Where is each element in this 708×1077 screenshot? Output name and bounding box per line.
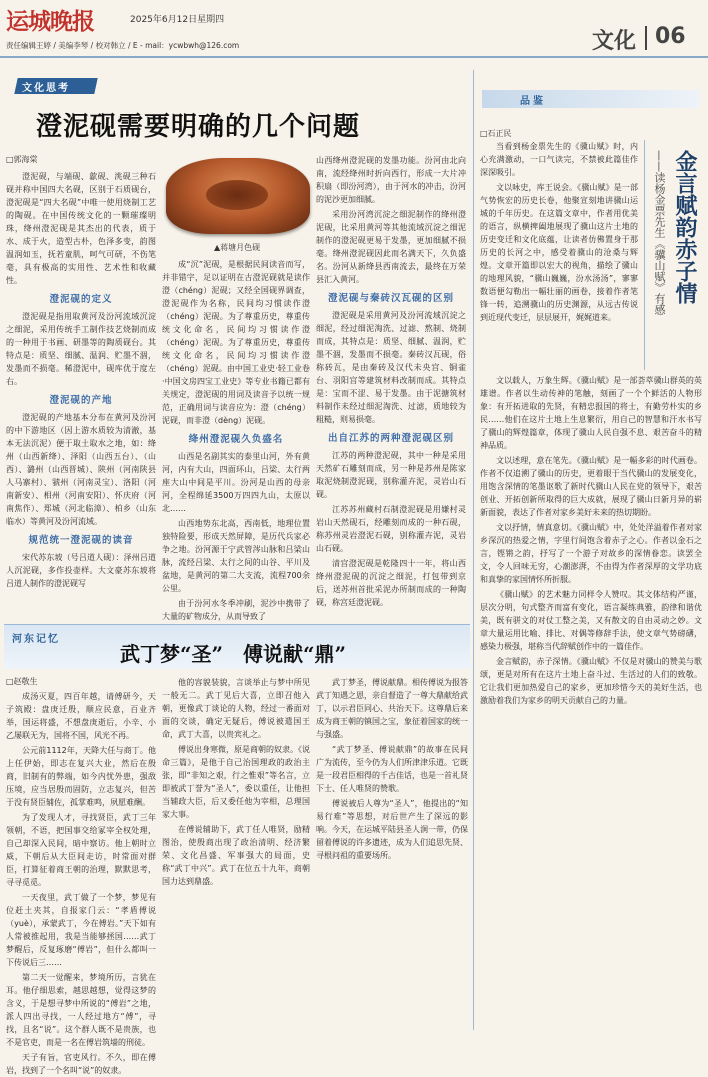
- article3-para-5: 第二天一觉醒来，梦境所历，言犹在耳。他仔细思索，越思越想，觉得这梦的含义，于是想寻梦中所说的“傅岩”之地，派人四出寻找，一人经过地方“傅”，寻找，且名“说”。这个群人既不是贵族，也不是官吏，而是一名在傅岩筑墙的刑徒。: [6, 973, 156, 1047]
- article3-author: □赵敬生: [6, 677, 38, 686]
- section-divider: [645, 26, 647, 50]
- article3-para-4: 一天夜里，武丁做了一个梦，梦见有位赶土夹其，自报家门云：“孝盾傅说（yuè），承蒙武丁，今在傅岩。”天下如有人常被推起用，我是当能够拯国……武丁梦醒后，反复琢磨“傅岩”，但什么都叫一下传说后三……: [6, 893, 156, 967]
- article3-col-2: [162, 676, 310, 1040]
- article2-subtitle: ——读杨金票先生《骥山赋》有感: [653, 150, 666, 315]
- article3-title: 武丁梦“圣” 傅说献“鼎”: [120, 642, 347, 666]
- article3-para-12: 傅说被后人尊为“圣人”，他提出的“知易行难”等思想，对后世产生了深远的影响。今天，在运城平陆县圣人涧一带，仍保留着傅说的许多遗迹，成为人们追思先贤、寻根问祖的重要场所。: [316, 799, 468, 860]
- article3-para-7: 他的容貌装貌，言谈举止与梦中所见一般无二。武丁见后大喜，立即召他入朝，更像武丁谈论的人物，经过一番面对面的交谈，确定无疑后，傅说被遣国王命，武丁大喜，以贵宾礼之。: [162, 678, 310, 739]
- heading-origin: 澄泥砚的产地: [49, 395, 113, 406]
- para-fame-cont: 山西绛州澄泥砚的发墨功能。汾河由北向南，流经绛州时折向西行，形成一大片冲积扇（即汾河湾），由于河水的冲击，汾河的泥沙更加细腻。: [316, 156, 466, 204]
- article2-para-1: 当看到杨金票先生的《骥山赋》时，内心充满激动，一口气读完，不禁被此篇佳作深深吸引。: [480, 142, 638, 177]
- heading-fame: 绛州澄泥砚久负盛名: [188, 434, 284, 445]
- article2-title-rule: [644, 140, 645, 370]
- masthead: [0, 0, 708, 60]
- article3-para-10: 武丁梦圣，傅说献鼎。相传傅说为报答武丁知遇之恩，亲自督造了一尊大鼎献给武丁，以示君臣同心、共治天下。这尊鼎后来成为商王朝的镇国之宝，象征着国家的统一与强盛。: [316, 678, 468, 739]
- article1-col-middle: [162, 258, 310, 621]
- divider-vertical-mid: [473, 70, 474, 1030]
- page-number: 06: [655, 24, 686, 49]
- para-distinct-2: 江苏苏州藏村石制澄泥砚是用嫌村灵岩山天然砚石，经雕刻而成的一种石砚，称苏州灵岩澄泥石砚，别称灌卉泥，灵岩山石砚。: [316, 505, 466, 553]
- article2-para-3: 文以载人，万象生辉。《骥山赋》是一部荟萃骥山群英的英雄谱。作者以生动传神的笔触，刻画了一个个鲜活的人物形象：有开拓进取的先贤，有精忠报国的将士，有勤劳朴实的乡民……他们在这片土地上生息繁衍，用自己的智慧和汗水书写了骥山的辉煌篇章，体现了骥山人民自强不息、艰苦奋斗的精神品质。: [480, 376, 702, 450]
- article3-para-3: 为了发现人才，寻找贤臣，武丁三年领朝，不语，把国事交给冢宰全权处理，自己却深入民间，暗中察访。他上朝时立威，下朝后从大臣间走访，时常面对群臣，打算征着商王朝的治理，默默思考，寻寻觅觅。: [6, 813, 156, 887]
- para-fame-cont-2: 采用汾河湾沉淀之细泥制作的绛州澄泥砚，比采用黄河等其他流域沉淀之细泥制作的澄泥砚更易于发墨，更加细腻不损毫。绛州澄泥砚因此而名满天下，久负盛名。汾河从新绛县西南流去，最终在万荣县汇入黄河。: [316, 210, 466, 284]
- heading-compare: 澄泥砚与秦砖汉瓦砚的区别: [327, 293, 454, 304]
- para-fame-2: 山西地势东北高，西南低，地理位置独特险要，形成天然屏障，是历代兵家必争之地。汾河源于宁武管涔山脉和吕梁山脉，流经吕梁、太行之间的山谷、平川及盆地，是黄河的第二大支流，流程700余公里。: [162, 519, 310, 593]
- article2-para-7: 金言赋韵，赤子深情。《骥山赋》不仅是对骥山的赞美与歌颂，更是对所有在这片土地上奋斗过、生活过的人们的致敬。它让我们更加热爱自己的家乡，更加珍惜今天的美好生活，也激励着我们为家乡的明天贡献自己的力量。: [480, 657, 702, 705]
- article3-col-3: [316, 676, 468, 1040]
- article3-para-9: 在傅说辅助下，武丁任人唯贤，励精图治，使殷商出现了政治清明、经济繁荣、文化昌盛、军事强大的局面，史称“武丁中兴”。武丁在位五十九年，商朝国力达到鼎盛。: [162, 825, 310, 886]
- heading-definition: 澄泥砚的定义: [49, 294, 113, 305]
- heading-pronunciation: 规范统一澄泥砚的读音: [28, 535, 134, 546]
- para-origin: 澄泥砚的产地基本分布在黄河及汾河的中下游地区（因上游水质较为清澈，基本无法沉泥）便于取土取水之地，如：绛州（山西新绛）、泽阳（山西五台）、（山西）、潞州（山西晋城）、陕州（河南陕县人马寨村）、虢州（河南灵宝）、洛阳（河南新安）、相州（河南安阳）、怀庆府（河南焦作）、郑城（河北临漳）、柏乡（山东临水）等黄河及汾河流域。: [6, 413, 156, 526]
- article3-para-6: 天子有旨，官吏风行。不久，即在傅岩，找到了一个名叫“说”的奴隶。: [6, 1053, 156, 1075]
- article3-col-1: [6, 690, 156, 1075]
- article3-para-2: 公元前1112年，天降大任与商丁。他上任伊始，即志在复兴大业，然后在殷商，旧制有的弊端，如今内忧外患，强敌压境，应当居殷而固防，立志复兴，但苦于没有贤臣辅佐，孤掌难鸣，夙愿难酬。: [6, 746, 156, 807]
- article1-title: 澄泥砚需要明确的几个问题: [36, 112, 361, 142]
- section-name: 文化: [592, 28, 637, 54]
- para-distinct-3: 清宫澄泥砚是乾隆四十一年，将山西绛州澄泥砚的沉淀之细泥，打包带到京后，送苏州首批采泥办所制而成的一种陶砚，称宫廷澄泥砚。: [316, 559, 466, 607]
- para-distinct: 江苏的两种澄泥砚，其中一种是采用天然矿石雕刻而成，另一种是苏州是陈家取泥烧制澄泥砚，别称灌卉泥，灵岩山石砚。: [316, 451, 466, 499]
- newspaper-logo: 运城晚报: [6, 8, 94, 35]
- issue-date: 2025年6月12日星期四: [130, 15, 225, 25]
- article1-author: □郭海棠: [6, 155, 38, 164]
- photo-caption: ▲蒋塘月色砚: [214, 243, 261, 252]
- article2-title: 金言赋韵赤子情: [672, 150, 698, 304]
- article3-para-11: “武丁梦圣、傅说献鼎”的故事在民间广为流传，至今仍为人们所津津乐道。它既是一段君臣相得的千古佳话，也是一首礼贤下士、任人唯贤的赞歌。: [316, 745, 468, 793]
- article2-tag-text: 品鉴: [520, 96, 546, 107]
- article2-para-5: 文以抒情，情真意切。《骥山赋》中，处处洋溢着作者对家乡深沉的热爱之情，字里行间饱含着赤子之心。作者以金石之言，铿锵之韵，抒写了一个游子对故乡的深情眷恋。读罢全文，令人回味无穷，心潮澎湃，不由得为作者深厚的文学功底和真挚的家国情怀所折服。: [480, 523, 702, 584]
- inkstone-pool: [206, 180, 268, 210]
- para-compare: 澄泥砚是采用黄河及汾河流域沉淀之细泥，经过细泥淘洗、过滤、熬制、烧制而成，其特点是：质坚、细腻、温润，贮墨不涸，发墨而不损毫。秦砖汉瓦砚，俗称砖瓦，是由秦砖及汉代未央宫、铜雀台、羽阳宫等建筑材料改制而成。其特点是：宝而不涩、易于发墨。由于泥搪筑材料制作未经过细泥淘洗、过滤，质地较为粗糙，则易损毫。: [316, 311, 466, 424]
- para-fame: 山西是名副其实的泰里山河，外有黄河，内有大山，四面环山，吕梁、太行两座大山中间是平川。汾河是山西的母亲河，全程绵延3500万四四九山，太原以北……: [162, 452, 310, 513]
- heading-distinct: 出自江苏的两种澄泥砚区别: [327, 433, 454, 444]
- article1-tag-text: 文化思考: [22, 83, 70, 94]
- article3-tag: 河东记忆: [12, 634, 60, 645]
- article2-author: □石正民: [480, 129, 512, 138]
- article2-para-6: 《骥山赋》的艺术魅力同样令人赞叹。其文体结构严谨，层次分明，句式整齐而富有变化，语言凝练典雅，韵律和谐优美，既有骈文的对仗工整之美，又有散文的自由灵动之妙。文章大量运用比喻、排比、对偶等修辞手法，使文章气势磅礴，感染力极强，堪称当代辞赋创作中的一篇佳作。: [480, 590, 702, 651]
- para-definition: 澄泥砚是指用取黄河及汾河流域沉淀之细泥，采用传统手工制作技艺烧制而成的一种用于书画、研墨等的陶质砚台。其特点是：质坚、细腻、温润、贮墨不涸，发墨而不损毫。稀澄泥中，砚库优于度左右。: [6, 312, 156, 386]
- article1-col-left: [6, 170, 156, 614]
- article1-lead: 澄泥砚，与端砚、歙砚、洮砚三种石砚并称中国四大名砚，区别于石质砚台，澄泥砚是“四大名砚”中唯一使用烧制工艺的陶砚。在中国传统文化的一颗璀璨明珠，绛州澄泥砚是其杰出的代表，质于水、成于火，造型古朴，色泽多变，韵图温润如玉，抚若童肌，呵气可研，不伤笔毫，具有极高的实用性、艺术性和收藏性。: [6, 172, 156, 285]
- article3-para-8: 傅说出身寒微，原是商朝的奴隶。《说命三篇》，是他于自己治国理政的政治主张，即“非知之艰，行之惟艰”等名言，立即被武丁誉为“圣人”，委以重任，让他担当辅政大臣，后又委任他为宰相，总理国家大事。: [162, 745, 310, 819]
- masthead-rule: [0, 56, 708, 58]
- para-pronunciation: 宋代苏东坡（号吕道人砚）：泽州吕道人沉泥砚，多作投壶样。大文豪苏东坡将吕道人制作的澄泥砚写: [6, 553, 156, 588]
- editor-line: 责任编辑王婷 / 美编李琴 / 校对韩立 / E - mail：ycwbwh@126.com: [6, 41, 240, 50]
- article2-para-4: 文以述理，意在笔先。《骥山赋》是一幅多彩的时代画卷。作者不仅追溯了骥山的历史，更着眼于当代骥山的发展变化，用饱含深情的笔墨讴歌了新时代骥山人民在党的领导下，艰苦创业、开拓创新所取得的巨大成就，展现了骥山日新月异的崭新面貌，表达了作者对家乡美好未来的热切期盼。: [480, 456, 702, 517]
- para-fame-3: 由于汾河水冬季冲刷，泥沙中携带了大量的矿物成分，从而导致了: [162, 599, 310, 621]
- article1-col-right: [316, 154, 466, 614]
- article2-para-2: 文以咏史，库王说会。《骥山赋》是一部气势恢宏的历史长卷，他聚宣刻地讲骥山运城的千年历史。在这篇文章中，作者用优美的语言，纵横捭阖地展现了骥山这片土地的历史变迁和文化底蕴，让读者仿佛置身于那历史的长河之中，感受着骥山的沧桑与辉煌。文章开篇即以宏大的视角，描绘了骥山的地理风貌，“骥山巍巍，汾水汤汤”，寥寥数语便勾勒出一幅壮丽的画卷，接着作者笔锋一转，追溯骥山的历史渊源，从远古传说到近现代变迁，层层展开，娓娓道来。: [480, 183, 638, 322]
- article2-body-bottom: [480, 374, 702, 1030]
- article3-para-1: 成汤灭夏，四百年越，请傅研今，天子筑殿：盘庚迁殷，顺应民意，百业齐举，国运将盛，不想盘庚逝后，小辛、小乙屡联无为，国将不国，风光不再。: [6, 692, 156, 740]
- article2-tag-bar: [482, 90, 700, 108]
- para-pronunciation-cont: 成“沉”泥砚，是根据民间读音而写，并非错字，足以证明在古澄泥砚就是读作澄（chéng）泥砚；又经全国砚界调查，澄泥砚作为名称，民间均习惯读作澄（chéng）泥砚。为了尊重历史，尊重传统文化命名，民间均习惯读作澄（chéng）泥砚。为了尊重历史，尊重传统文化命名，民间均习惯读作澄（chéng）泥砚。由中国工业史·轻工业卷·中国文房四宝工业史》等专业书籍已都有关规定，澄泥砚的用词及读音予以统一规范，正确用词与读音应为：澄（chéng）泥砚，而非澄（dèng）泥砚。: [162, 260, 310, 425]
- article2-body-top: [480, 140, 638, 370]
